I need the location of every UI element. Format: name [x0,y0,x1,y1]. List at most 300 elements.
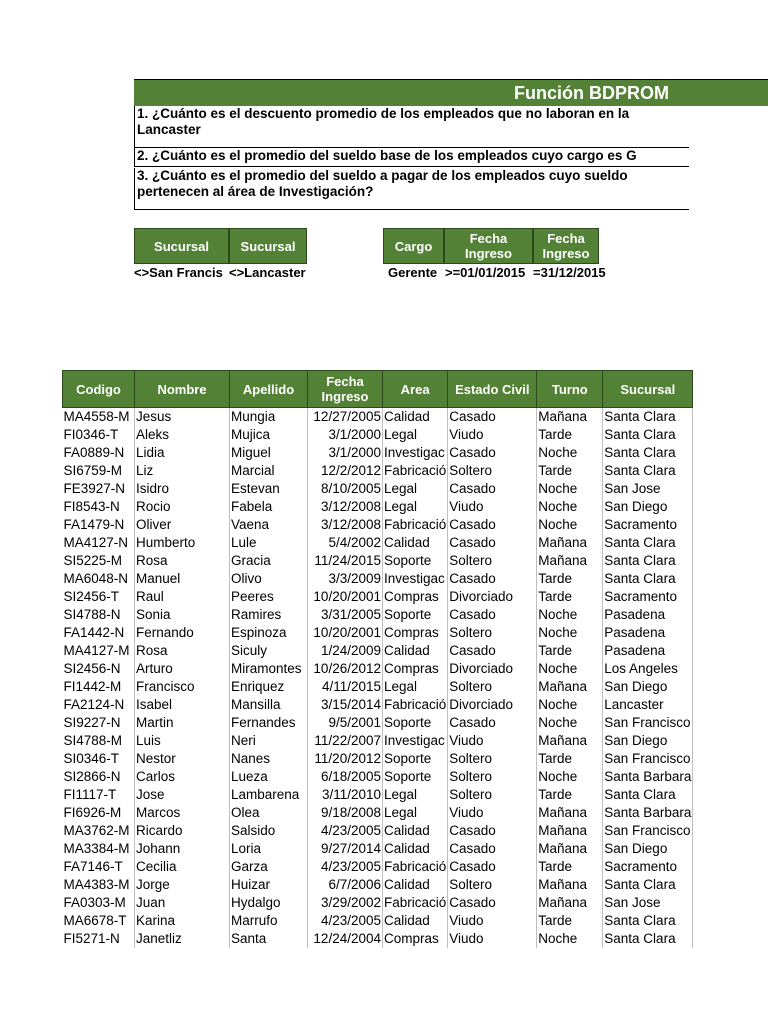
table-cell[interactable]: 9/5/2001 [308,714,383,732]
table-cell[interactable]: FI0346-T [63,426,135,444]
criteria1-header-sucursal-1[interactable]: Sucursal [134,228,229,264]
column-header[interactable]: Turno [537,371,603,408]
table-cell[interactable]: Soporte [383,714,448,732]
table-cell[interactable]: Noche [537,498,603,516]
table-cell[interactable]: SI2456-N [63,660,135,678]
table-cell[interactable]: Casado [448,840,537,858]
table-cell[interactable]: MA4558-M [63,408,135,427]
table-cell[interactable]: Isabel [135,696,230,714]
table-cell[interactable]: SI2456-T [63,588,135,606]
table-cell[interactable]: Casado [448,570,537,588]
table-row [63,426,693,444]
table-cell[interactable]: FA0303-M [63,894,135,912]
table-cell[interactable]: Estevan [230,480,308,498]
column-header[interactable]: Apellido [230,371,308,408]
table-cell[interactable]: MA4383-M [63,876,135,894]
table-cell[interactable]: SI9227-N [63,714,135,732]
table-cell[interactable]: Jesus [135,408,230,427]
table-cell[interactable]: Rocio [135,498,230,516]
table-cell[interactable]: Legal [383,678,448,696]
question-2[interactable] [134,148,689,167]
table-cell[interactable]: Casado [448,534,537,552]
table-cell[interactable]: MA4127-M [63,642,135,660]
table-cell[interactable]: 3/3/2009 [308,570,383,588]
table-cell[interactable]: Casado [448,858,537,876]
table-cell[interactable]: 12/2/2012 [308,462,383,480]
table-cell[interactable]: Casado [448,642,537,660]
table-cell[interactable]: 10/20/2001 [308,624,383,642]
table-cell[interactable]: Soltero [448,462,537,480]
table-cell[interactable]: Salsido [230,822,308,840]
table-cell[interactable]: Santa Clara [603,786,693,804]
table-cell[interactable]: Noche [537,714,603,732]
table-cell[interactable]: Santa Clara [603,570,693,588]
table-cell[interactable]: Los Angeles [603,660,693,678]
table-cell[interactable]: Santa Clara [603,444,693,462]
table-cell[interactable]: 9/18/2008 [308,804,383,822]
table-cell[interactable]: Tarde [537,462,603,480]
table-cell[interactable]: Santa Clara [603,876,693,894]
table-cell[interactable]: Mañana [537,732,603,750]
table-cell[interactable]: Noche [537,516,603,534]
table-cell[interactable]: MA6678-T [63,912,135,930]
table-cell[interactable]: Rosa [135,552,230,570]
table-cell[interactable]: Lambarena [230,786,308,804]
table-cell[interactable]: Sacramento [603,516,693,534]
table-cell[interactable]: Mañana [537,804,603,822]
table-cell[interactable]: MA3384-M [63,840,135,858]
table-cell[interactable]: Fabricació [384,859,447,874]
criteria2-header-cargo[interactable]: Cargo [383,228,444,264]
table-cell[interactable]: Casado [448,606,537,624]
table-cell[interactable]: Miramontes [230,660,308,678]
table-cell[interactable]: Juan [135,894,230,912]
criteria1-value-2[interactable]: <>Lancaster [229,265,306,280]
table-cell[interactable]: Calidad [383,534,448,552]
table-cell[interactable]: Divorciado [448,660,537,678]
table-cell[interactable]: Sacramento [603,858,693,876]
table-cell[interactable]: Rosa [135,642,230,660]
table-cell[interactable]: Nestor [135,750,230,768]
table-cell[interactable]: SI0346-T [63,750,135,768]
table-cell[interactable]: 3/29/2002 [308,894,383,912]
table-cell[interactable]: 10/26/2012 [308,660,383,678]
table-cell[interactable]: Mañana [537,876,603,894]
table-cell[interactable]: Mañana [537,408,603,427]
table-cell[interactable]: San Diego [603,732,693,750]
table-row [63,714,693,732]
table-cell[interactable]: Noche [537,768,603,786]
table-cell[interactable]: Arturo [135,660,230,678]
table-cell[interactable]: Santa Barbara [604,769,692,784]
table-cell[interactable]: Mansilla [230,696,308,714]
table-cell[interactable]: Luis [135,732,230,750]
table-cell[interactable]: Manuel [135,570,230,588]
table-cell[interactable]: Viudo [448,912,537,930]
table-cell[interactable]: Investigac [383,444,448,462]
table-cell[interactable]: Nanes [230,750,308,768]
table-cell[interactable]: Santa Barbara [604,805,692,820]
table-cell[interactable]: Marrufo [230,912,308,930]
column-header[interactable]: Codigo [63,371,135,408]
table-cell[interactable]: SI5225-M [63,552,135,570]
table-cell[interactable]: Tarde [537,786,603,804]
table-row [63,408,693,427]
table-row [63,786,693,804]
table-cell[interactable]: Peeres [230,588,308,606]
table-cell[interactable]: Gracia [230,552,308,570]
criteria1-header-sucursal-2[interactable]: Sucursal [229,228,307,264]
table-cell[interactable]: Calidad [383,840,448,858]
table-row [63,876,693,894]
table-cell[interactable]: Garza [230,858,308,876]
column-header[interactable]: Nombre [135,371,230,408]
table-cell[interactable]: Olea [230,804,308,822]
table-row [63,570,693,588]
table-cell[interactable]: Viudo [448,426,537,444]
table-cell[interactable]: FI1442-M [63,678,135,696]
table-cell[interactable]: Soltero [448,678,537,696]
table-cell[interactable]: 3/11/2010 [308,786,383,804]
table-cell[interactable]: Soltero [448,768,537,786]
table-cell[interactable]: Enriquez [230,678,308,696]
table-cell[interactable]: Jorge [135,876,230,894]
table-cell[interactable]: San Diego [603,498,693,516]
table-row [63,822,693,840]
table-cell[interactable]: Martin [135,714,230,732]
table-cell[interactable]: Mañana [537,840,603,858]
table-cell[interactable]: Noche [537,660,603,678]
table-cell[interactable]: Mañana [537,822,603,840]
table-cell[interactable]: Tarde [537,426,603,444]
table-cell[interactable]: FI8543-N [63,498,135,516]
table-row [63,930,693,948]
table-cell[interactable]: Noche [537,480,603,498]
table-cell[interactable]: Noche [537,696,603,714]
table-cell[interactable]: Pasadena [603,606,693,624]
table-cell[interactable]: Fabricació [384,697,447,712]
table-cell[interactable]: Fernando [135,624,230,642]
table-cell[interactable]: Soltero [448,876,537,894]
table-cell[interactable]: Fernandes [230,714,308,732]
table-cell[interactable]: Miguel [230,444,308,462]
table-row [63,516,693,534]
criteria2-value-cargo[interactable]: Gerente [388,265,438,280]
table-cell[interactable]: SI4788-M [63,732,135,750]
table-cell[interactable]: FA1442-N [63,624,135,642]
table-cell[interactable]: MA4127-N [63,534,135,552]
table-cell[interactable]: Compras [383,660,448,678]
table-cell[interactable]: Legal [383,480,448,498]
criteria2-value-fecha-1[interactable]: >=01/01/2015 [445,265,526,280]
table-cell[interactable]: Hydalgo [230,894,308,912]
table-body [63,408,693,949]
question-1[interactable] [134,106,689,148]
criteria1-value-1[interactable]: <>San Francis [134,265,223,280]
table-cell[interactable]: Karina [135,912,230,930]
table-cell[interactable]: Viudo [448,732,537,750]
table-cell[interactable]: Mujica [230,426,308,444]
table-cell[interactable]: San Francisco [603,750,693,768]
table-cell[interactable]: 4/11/2015 [308,678,383,696]
sheet-title: Función BDPROM [514,83,669,103]
table-cell[interactable]: Tarde [537,750,603,768]
table-cell[interactable]: 11/22/2007 [308,732,383,750]
question-3-line-2: pertenecen al área de Investigación? [137,184,374,199]
table-cell[interactable]: Tarde [537,858,603,876]
table-cell[interactable]: 6/18/2005 [308,768,383,786]
table-cell[interactable]: Casado [448,894,537,912]
table-cell[interactable]: Soporte [383,750,448,768]
table-cell[interactable]: Neri [230,732,308,750]
table-cell[interactable]: Viudo [448,498,537,516]
table-row [63,642,693,660]
table-cell[interactable]: SI4788-N [63,606,135,624]
table-row [63,480,693,498]
table-cell[interactable]: 5/4/2002 [308,534,383,552]
table-cell[interactable]: Loria [230,840,308,858]
table-cell[interactable]: 11/20/2012 [308,750,383,768]
table-cell[interactable]: Compras [383,588,448,606]
table-cell[interactable]: Tarde [537,570,603,588]
table-cell[interactable]: Oliver [135,516,230,534]
table-cell[interactable]: Tarde [537,912,603,930]
table-cell[interactable]: Casado [448,516,537,534]
table-cell[interactable]: Marcos [135,804,230,822]
table-cell[interactable]: Investigac [383,732,448,750]
table-cell[interactable]: FA2124-N [63,696,135,714]
table-cell[interactable]: Divorciado [448,696,537,714]
table-cell[interactable]: MA6048-N [63,570,135,588]
table-cell[interactable]: Mañana [537,894,603,912]
table-cell[interactable]: 4/23/2005 [308,858,383,876]
table-cell[interactable]: 4/23/2005 [308,822,383,840]
table-cell[interactable]: Lidia [135,444,230,462]
table-cell[interactable]: FI1117-T [63,786,135,804]
table-row [63,750,693,768]
table-cell[interactable]: FI6926-M [63,804,135,822]
table-cell[interactable]: Mañana [537,552,603,570]
table-cell[interactable]: Santa Clara [603,912,693,930]
table-cell[interactable]: Sacramento [603,588,693,606]
question-3-line-1: 3. ¿Cuánto es el promedio del sueldo a pagar de los empleados cuyo sueldo [137,168,628,183]
table-row [63,624,693,642]
table-cell[interactable]: Sonia [135,606,230,624]
table-row [63,840,693,858]
table-cell[interactable]: Lueza [230,768,308,786]
question-2-text: 2. ¿Cuánto es el promedio del sueldo base de los empleados cuyo cargo es G [137,148,637,163]
table-cell[interactable]: Santa Clara [603,930,693,948]
table-cell[interactable]: Santa [230,930,308,948]
column-header[interactable]: Fecha Ingreso [308,371,383,408]
table-cell[interactable]: Mungia [230,408,308,427]
table-row [63,462,693,480]
table-cell[interactable]: Santa Clara [603,408,693,427]
table-cell[interactable]: Jose [135,786,230,804]
table-cell[interactable]: FA1479-N [63,516,135,534]
table-cell[interactable]: Espinoza [230,624,308,642]
table-cell[interactable]: Legal [383,498,448,516]
column-header[interactable]: Estado Civil [448,371,537,408]
table-cell[interactable]: Soltero [448,624,537,642]
table-cell[interactable]: 12/24/2004 [308,930,383,948]
table-cell[interactable]: Casado [448,444,537,462]
table-cell[interactable]: 3/12/2008 [308,498,383,516]
table-cell[interactable]: Soporte [383,552,448,570]
table-cell[interactable]: San Jose [603,894,693,912]
table-cell[interactable]: MA3762-M [63,822,135,840]
table-cell[interactable]: Casado [448,822,537,840]
table-cell[interactable]: FI5271-N [63,930,135,948]
table-cell[interactable]: Soltero [448,750,537,768]
column-header[interactable]: Area [383,371,448,408]
table-cell[interactable]: San Jose [603,480,693,498]
table-cell[interactable]: Ramires [230,606,308,624]
table-cell[interactable]: Viudo [448,804,537,822]
table-cell[interactable]: Aleks [135,426,230,444]
table-cell[interactable]: Calidad [383,642,448,660]
table-cell[interactable]: Huizar [230,876,308,894]
table-row [63,894,693,912]
table-cell[interactable]: Fabela [230,498,308,516]
table-cell[interactable]: Divorciado [448,588,537,606]
table-cell[interactable]: Compras [383,624,448,642]
table-cell[interactable]: Casado [448,714,537,732]
table-cell[interactable]: Santa Clara [603,552,693,570]
table-cell[interactable]: Noche [537,606,603,624]
table-cell[interactable]: Casado [448,480,537,498]
table-cell[interactable]: Carlos [135,768,230,786]
table-cell[interactable]: Noche [537,444,603,462]
table-cell[interactable]: Francisco [135,678,230,696]
table-cell[interactable]: Calidad [383,912,448,930]
table-cell[interactable]: Calidad [383,876,448,894]
table-row [63,588,693,606]
table-cell[interactable]: Santa Clara [603,426,693,444]
table-cell[interactable]: 3/31/2005 [308,606,383,624]
employee-table [62,370,693,948]
criteria2-header-fecha-ingreso-2[interactable]: Fecha Ingreso [533,228,599,264]
table-cell[interactable]: 3/1/2000 [308,444,383,462]
table-cell[interactable]: Cecilia [135,858,230,876]
table-cell[interactable]: Noche [537,624,603,642]
table-cell[interactable]: Vaena [230,516,308,534]
table-cell[interactable]: FE3927-N [63,480,135,498]
table-cell[interactable]: Compras [383,930,448,948]
table-cell[interactable]: 6/7/2006 [308,876,383,894]
table-cell[interactable]: Mañana [537,678,603,696]
table-cell[interactable]: 12/27/2005 [308,408,383,427]
table-cell[interactable]: San Francisco [603,714,693,732]
question-3[interactable] [134,168,689,210]
table-cell[interactable]: Calidad [383,822,448,840]
table-cell[interactable]: Legal [383,786,448,804]
table-cell[interactable]: SI6759-M [63,462,135,480]
table-cell[interactable]: Johann [135,840,230,858]
title-band [134,79,768,106]
table-cell[interactable]: FA7146-T [63,858,135,876]
table-row [63,678,693,696]
criteria2-value-fecha-2[interactable]: =31/12/2015 [533,265,606,280]
table-cell[interactable]: Soltero [448,552,537,570]
table-row [63,552,693,570]
table-cell[interactable]: Tarde [537,642,603,660]
table-cell[interactable]: Marcial [230,462,308,480]
column-header[interactable]: Sucursal [603,371,693,408]
table-cell[interactable]: 3/1/2000 [308,426,383,444]
table-cell[interactable]: 3/15/2014 [308,696,383,714]
table-cell[interactable]: Soporte [383,606,448,624]
table-cell[interactable]: Lancaster [603,696,693,714]
table-cell[interactable]: San Diego [603,840,693,858]
table-cell[interactable]: Fabricació [384,463,447,478]
table-cell[interactable]: 8/10/2005 [308,480,383,498]
table-cell[interactable]: San Diego [603,678,693,696]
table-cell[interactable]: FA0889-N [63,444,135,462]
table-cell[interactable]: Santa Clara [603,534,693,552]
table-cell[interactable]: Lule [230,534,308,552]
table-cell[interactable]: Legal [383,804,448,822]
table-row [63,534,693,552]
question-1-line-1: 1. ¿Cuánto es el descuento promedio de los empleados que no laboran en la [137,106,630,121]
table-row [63,858,693,876]
table-cell[interactable]: Pasadena [603,624,693,642]
question-1-line-2: Lancaster [137,122,201,137]
table-cell[interactable]: Casado [448,408,537,427]
table-cell[interactable]: Viudo [448,930,537,948]
table-cell[interactable]: Santa Clara [603,462,693,480]
table-cell[interactable]: Humberto [135,534,230,552]
table-cell[interactable]: 10/20/2001 [308,588,383,606]
table-cell[interactable]: Tarde [537,588,603,606]
table-cell[interactable]: 4/23/2005 [308,912,383,930]
table-cell[interactable]: Soporte [383,768,448,786]
table-cell[interactable]: Noche [537,930,603,948]
table-cell[interactable]: Soltero [448,786,537,804]
table-cell[interactable]: Siculy [230,642,308,660]
table-row [63,804,693,822]
table-row [63,768,693,786]
table-cell[interactable]: Pasadena [603,642,693,660]
table-cell[interactable]: San Francisco [603,822,693,840]
table-row [63,444,693,462]
table-cell[interactable]: 1/24/2009 [308,642,383,660]
table-cell[interactable]: Liz [135,462,230,480]
table-cell[interactable]: 9/27/2014 [308,840,383,858]
table-row [63,912,693,930]
table-cell[interactable]: 11/24/2015 [308,552,383,570]
table-cell[interactable]: Legal [383,426,448,444]
table-row [63,696,693,714]
table-cell[interactable]: 3/12/2008 [308,516,383,534]
table-cell[interactable]: Ricardo [135,822,230,840]
table-cell[interactable]: Fabricació [384,517,447,532]
table-cell[interactable]: Investigac [383,570,448,588]
table-row [63,498,693,516]
table-row [63,660,693,678]
table-cell[interactable]: Fabricació [384,895,447,910]
table-header-row [63,371,693,408]
table-cell[interactable]: Olivo [230,570,308,588]
table-cell[interactable]: Calidad [383,408,448,427]
table-cell[interactable]: Isidro [135,480,230,498]
table-cell[interactable]: Mañana [537,534,603,552]
criteria2-header-fecha-ingreso-1[interactable]: Fecha Ingreso [444,228,533,264]
table-cell[interactable]: Raul [135,588,230,606]
table-cell[interactable]: SI2866-N [63,768,135,786]
table-cell[interactable]: Janetliz [135,930,230,948]
table-row [63,732,693,750]
